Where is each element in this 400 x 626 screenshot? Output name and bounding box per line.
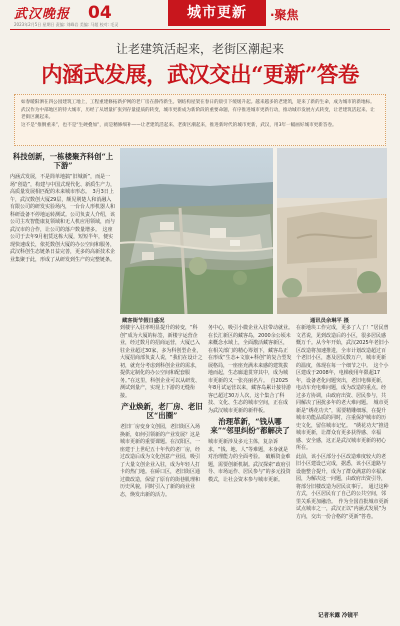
subheading-industry-renewal: 产业焕新，老厂房、老旧区“出圈” — [121, 402, 203, 420]
aerial-photo — [120, 148, 273, 314]
column-2-text-b: 老旧厂房变身文创园，老旧街区入场换新，如何引领新的产业发展？这是城市更新的重要课题。在汉阳区，一座建于上世纪五十年代的老厂房，经过改造后成为文化创意产业园，吸引了大量文创企业入驻，成为年轻人打卡的热门地。在硚口区，老旧街区通过微改造，保留了原有的街巷肌理和历史风貌，同时引入了新的商业业态，焕发出新的活力。 — [120, 424, 201, 498]
park-photo-illustration — [277, 148, 387, 314]
column-3-text: 务中心，吸引小微企业入驻带动就业。 在长汇新区的藏客岛，2000余公顷未来概念水域上，全面激活藏客新区，在相关部门的精心筹划下，藏客岛正在形成“生态+文旅+科创”的复合型发展格局，一座座充满未来感的建筑拔地而起，生态廊道贯穿其中，成为城市更新的又一张亮丽名片。 自2025年8月试运营以来，藏客岛累计接待游客已超过30万人次，这个集合了科技、文化、生态的城市空间，正在成为武汉城市更新的新样板。 — [208, 325, 296, 414]
headline-kicker: 让老建筑活起来，老街区潮起来 — [115, 42, 284, 56]
masthead — [0, 0, 400, 34]
lead-text-2: 这不是“推倒重来”，也不是“生硬叠加”，而是精修细补——让老建筑活起来、老街区潮起来，推进新时代的城市更新，武汉，用3年一幅画好城市更新答卷。 — [21, 122, 337, 128]
subheading-tech-innovation: 科技创新，一栋楼聚齐科创“上下游” — [12, 152, 114, 170]
column-3-text-b: 城市更新涉及多元主体，复杂诉求，“钱、地、人”等难题，本身就是对治理能力的全面考验。 破解资金难题，需要创新机制。武汉探索“政府引导、市场运作、居民参与”的多元投资模式，让社会资本参与城市更新。 — [208, 439, 291, 483]
column-1-text: 内涵式发展，不是简单地搞“旧城新”，而是一场“创造”，构建与中国式现代化、新质生产力，高质量发展相匹配的未来城市形态。 3月3日上午，武汉数创大厦29层，颇见荆楚人和消融入有限公司的研发实验场内，一台台人形机器人和科研设备不停地运转测试。公司负责人介绍，该公司主攻智能康复领域和无人机应用领域，而与武汉市的合作，让公司的落户数量增多。 这座公司于去年9月租赁这栋大厦，短短半年，便实现快速成长，依托数创大厦的办公空间和服务，武汉科创生态链条日益完善，更多的高新技术企业集聚于此，形成了从研发到生产的完整链条。 — [10, 174, 116, 263]
article-byline: 记者米露 冷镜平 — [318, 613, 359, 619]
article-column-4 — [296, 325, 390, 609]
lead-paragraph — [14, 94, 386, 146]
article-column-1 — [10, 150, 116, 618]
issue-date-line: 2023年2月5日 星期日 责编: 刘峰岩 美编: 马超 校对: 毛灵 — [14, 22, 119, 27]
park-photo — [277, 148, 387, 314]
section-subtitle: ·聚焦 — [270, 8, 299, 22]
page-headline: 内涵式发展，武汉交出“更新”答卷 — [41, 63, 359, 88]
photo-caption-credit: 通讯员余琳平 摄 — [310, 318, 349, 324]
page-number: 04 — [88, 3, 112, 23]
header-divider — [10, 29, 390, 30]
photo-caption-main: 藏客街节假日盛况 — [122, 318, 165, 324]
subheading-governance: 治理革新，“钱从哪来”“邻里纠纷”都解决了 — [210, 417, 290, 435]
column-2-text: 到楼宇入驻率明显提升的转变，“科创”成为大厦的标签，新楼宇运营企业，经过数月的招商运营，大厦已入驻企业超过30家，多为科创型企业，大厦招商部负责人说，“我们在设计之初，就充分考虑到科创企业的需求，提供定制化的办公空间和配套服务。”在这里，科创企业可以从研发、测试到量产，实现上下游的无缝衔接。 — [120, 325, 203, 399]
lead-text: 如春暖阳洒在四公园建筑工地上，工程重建修拓新护网的老厂房在静待新生。钢结构屋架在春日的晨引下缓缓升起。越来越多的老建筑，迎来了新的生命，成为城市的新地标。武汉作为中部地区的特大城市，历经了从增量扩张到存量提质的转变，城市更新成为新阶段的重要命题，有序推进城市更新行动，推动城市发展方式转变，让老建筑活起来、让老街区潮起来。 — [21, 100, 375, 121]
article-column-3 — [208, 325, 296, 610]
newspaper-logo: 武汉晚报 — [14, 7, 71, 22]
column-4-text: 在新地块工作完成，更多了人了！”居民曾文君说，见到改造后的小区，很多居民感慨万千。从今年开始，武汉2025年老旧小区改造将加速推进，全市计划改造超过百个老旧小区，惠及居民数万户，城市更新的温度，体现在每一个细节之中。 这个小区建成于2008年，电梯使用年限超17年，设备老化问题突出，老旧电梯更新，电动车充电难问题，成为改造的重点。经过多方协调，由政府出资、居民参与，共同解决了困扰多年的老大难问题。 城市更新是“绣花功夫”，需要精雕细琢，在提升城市功能品质的同时，注重保护城市的历史文化，留住城市记忆。 “绣花功夫”推进城市更新，让群众有更多获得感、幸福感、安全感，这正是武汉城市更新的初心所在。 — [296, 325, 389, 451]
article-column-2 — [120, 325, 204, 610]
column-4-text-b: 此前，该小区部分小区改造难度较大的老旧小区建设已完成，据悉，该小区道路与设施整合提升，成为了群众满意的幸福家园，为解决这一问题，由政府出资引导，将部分旧楼改造为居民议事厅。 通过这种方式，小区居民有了自己的公共空间，邻里关系更加融洽。 作为全国首批城市更新试点城市之一，武汉正以“内涵式发展”为方向，交出一份合格的“更新”答卷。 — [296, 453, 389, 520]
section-title: 城市更新 — [168, 0, 266, 26]
aerial-photo-illustration — [120, 148, 273, 314]
